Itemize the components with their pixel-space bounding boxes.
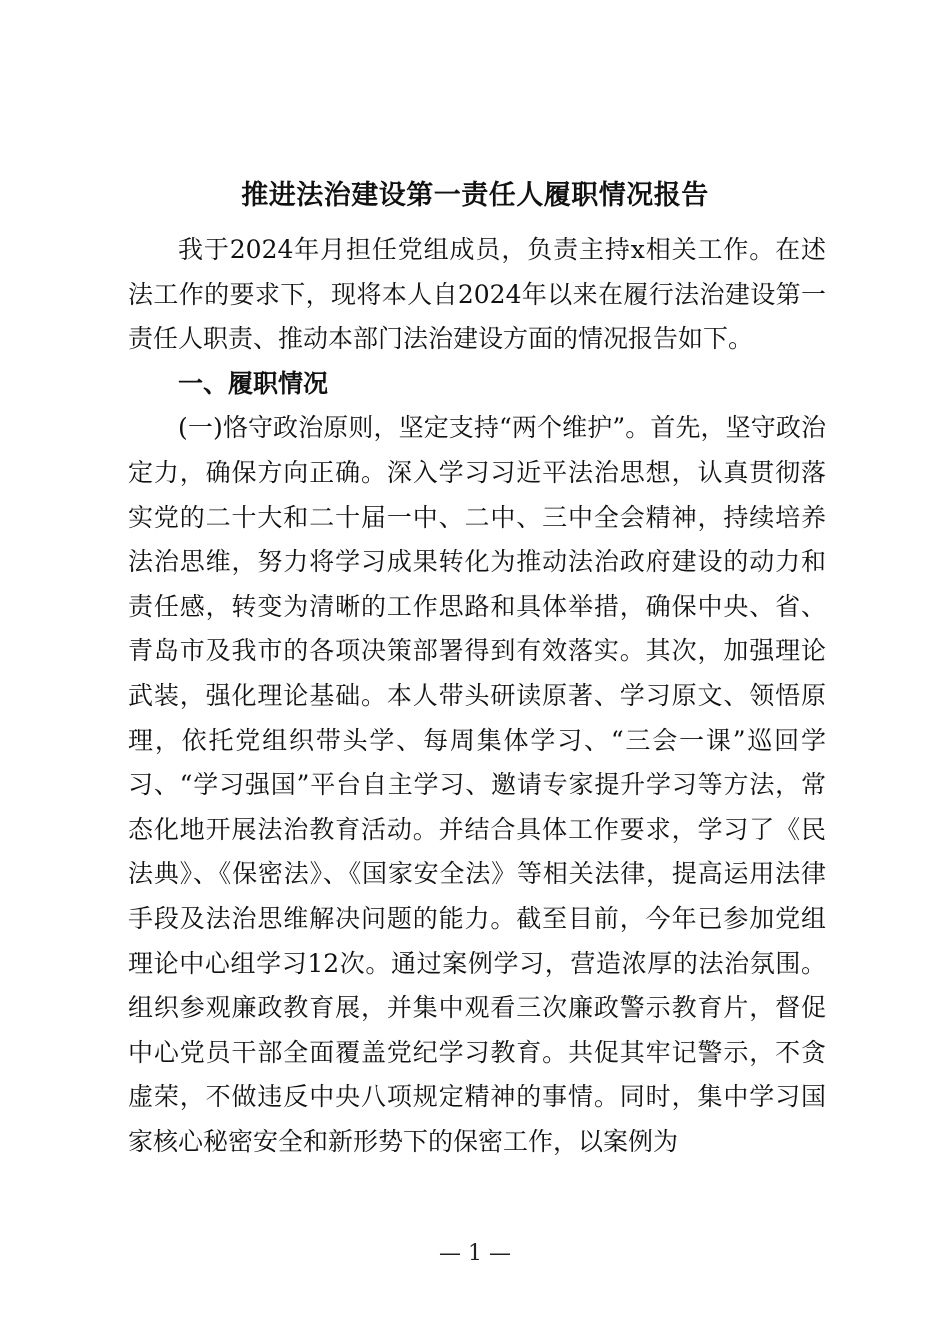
section-heading: 一、履职情况 bbox=[178, 368, 329, 398]
body-paragraph: (一)恪守政治原则，坚定支持“两个维护”。首先，坚守政治定力，确保方向正确。深入学习习近平法治思想，认真贯彻落实党的二十大和二十届一中、二中、三中全会精神，持续培养法治思维，努力将学习成果转化为推动法治政府建设的动力和责任感，转变为清晰的工作思路和具体举措，确保中央、省、青岛市及我市的各项决策部署得到有效落实。其次，加强理论武装，强化理论基础。本人带头研读原著、学习原文、领悟原理，依托党组织带头学、每周集体学习、“三会一课”巡回学习、“学习强国”平台自主学习、邀请专家提升学习等方法，常态化地开展法治教育活动。并结合具体工作要求，学习了《民法典》、《保密法》、《国家安全法》等相关法律，提高运用法律手段及法治思维解决问题的能力。截至目前，今年已参加党组理论中心组学习12次。通过案例学习，营造浓厚的法治氛围。组织参观廉政教育展，并集中观看三次廉政警示教育片，督促中心党员干部全面覆盖党纪学习教育。共促其牢记警示，不贪虚荣，不做违反中央八项规定精神的事情。同时，集中学习国家核心秘密安全和新形势下的保密工作，以案例为 bbox=[128, 413, 826, 1156]
document-title: 推进法治建设第一责任人履职情况报告 bbox=[241, 180, 709, 211]
intro-paragraph: 我于2024年月担任党组成员，负责主持x相关工作。在述法工作的要求下，现将本人自2024年以来在履行法治建设第一责任人职责、推动本部门法治建设方面的情况报告如下。 bbox=[128, 235, 826, 354]
document-body bbox=[128, 228, 826, 1164]
page-number: — 1 — bbox=[439, 1241, 511, 1266]
